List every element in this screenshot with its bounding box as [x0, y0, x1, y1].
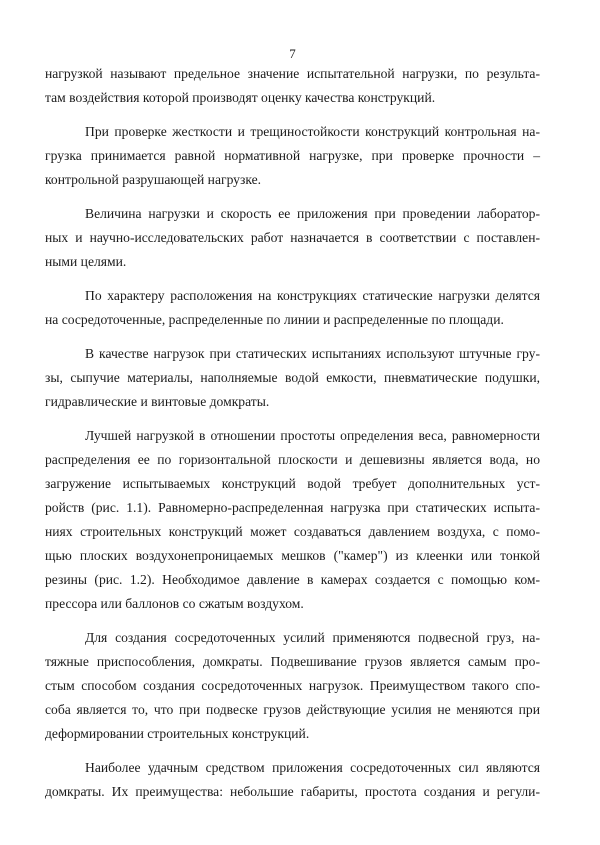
text-line: Для создания сосредоточенных усилий применяются подвесной груз, на-	[85, 630, 540, 645]
text-line: ными целями.	[45, 254, 127, 269]
text-line: распределения ее по горизонтальной плоскости и дешевизны является вода, но	[45, 452, 540, 467]
text-line: гидравлические и винтовые домкраты.	[45, 394, 270, 409]
paragraph-1	[45, 62, 540, 110]
text-line: Лучшей нагрузкой в отношении простоты определения веса, равномерности	[85, 428, 540, 443]
text-line: контрольной разрушающей нагрузке.	[45, 172, 262, 187]
text-line: По характеру расположения на конструкциях статические нагрузки делятся	[85, 288, 540, 303]
text-line: на сосредоточенные, распределенные по линии и распределенные по площади.	[45, 312, 504, 327]
text-line: щью плоских воздухонепроницаемых мешков ("камер") из клеенки или тонкой	[45, 548, 540, 563]
text-line: стым способом создания сосредоточенных нагрузок. Преимуществом такого спо-	[45, 678, 540, 693]
text-line: прессора или баллонов со сжатым воздухом.	[45, 596, 304, 611]
text-line: резины (рис. 1.2). Необходимое давление в камерах создается с помощью ком-	[45, 572, 540, 587]
paragraph-5	[45, 342, 540, 414]
text-line: ройств (рис. 1.1). Равномерно-распределенная нагрузка при статических испыта-	[45, 500, 540, 515]
paragraph-8	[45, 756, 540, 804]
page-content	[45, 62, 540, 804]
text-line: соба является то, что при подвеске грузов действующие усилия не меняются при	[45, 702, 540, 717]
text-line: зы, сыпучие материалы, наполняемые водой емкости, пневматические подушки,	[45, 370, 540, 385]
text-line: загружение испытываемых конструкций водой требует дополнительных уст-	[45, 476, 540, 491]
text-line: нагрузкой называют предельное значение испытательной нагрузки, по результа-	[45, 66, 540, 81]
text-line: там воздействия которой производят оценку качества конструкций.	[45, 90, 436, 105]
paragraph-7	[45, 626, 540, 746]
text-line: Величина нагрузки и скорость ее приложения при проведении лаборатор-	[85, 206, 540, 221]
text-line: ниях строительных конструкций может создаваться давлением воздуха, с помо-	[45, 524, 540, 539]
paragraph-3	[45, 202, 540, 274]
paragraph-4	[45, 284, 540, 332]
paragraph-6	[45, 424, 540, 616]
text-line: В качестве нагрузок при статических испытаниях используют штучные гру-	[85, 346, 540, 361]
text-line: тяжные приспособления, домкраты. Подвешивание грузов является самым про-	[45, 654, 540, 669]
text-line: домкраты. Их преимущества: небольшие габариты, простота создания и регули-	[45, 784, 540, 799]
page-number: 7	[289, 46, 296, 61]
text-line: грузка принимается равной нормативной нагрузке, при проверке прочности –	[45, 148, 540, 163]
text-line: При проверке жесткости и трещиностойкости конструкций контрольная на-	[85, 124, 540, 139]
text-line: деформировании строительных конструкций.	[45, 726, 310, 741]
text-line: ных и научно-исследовательских работ назначается в соответствии с поставлен-	[45, 230, 540, 245]
text-line: Наиболее удачным средством приложения сосредоточенных сил являются	[85, 760, 540, 775]
paragraph-2	[45, 120, 540, 192]
